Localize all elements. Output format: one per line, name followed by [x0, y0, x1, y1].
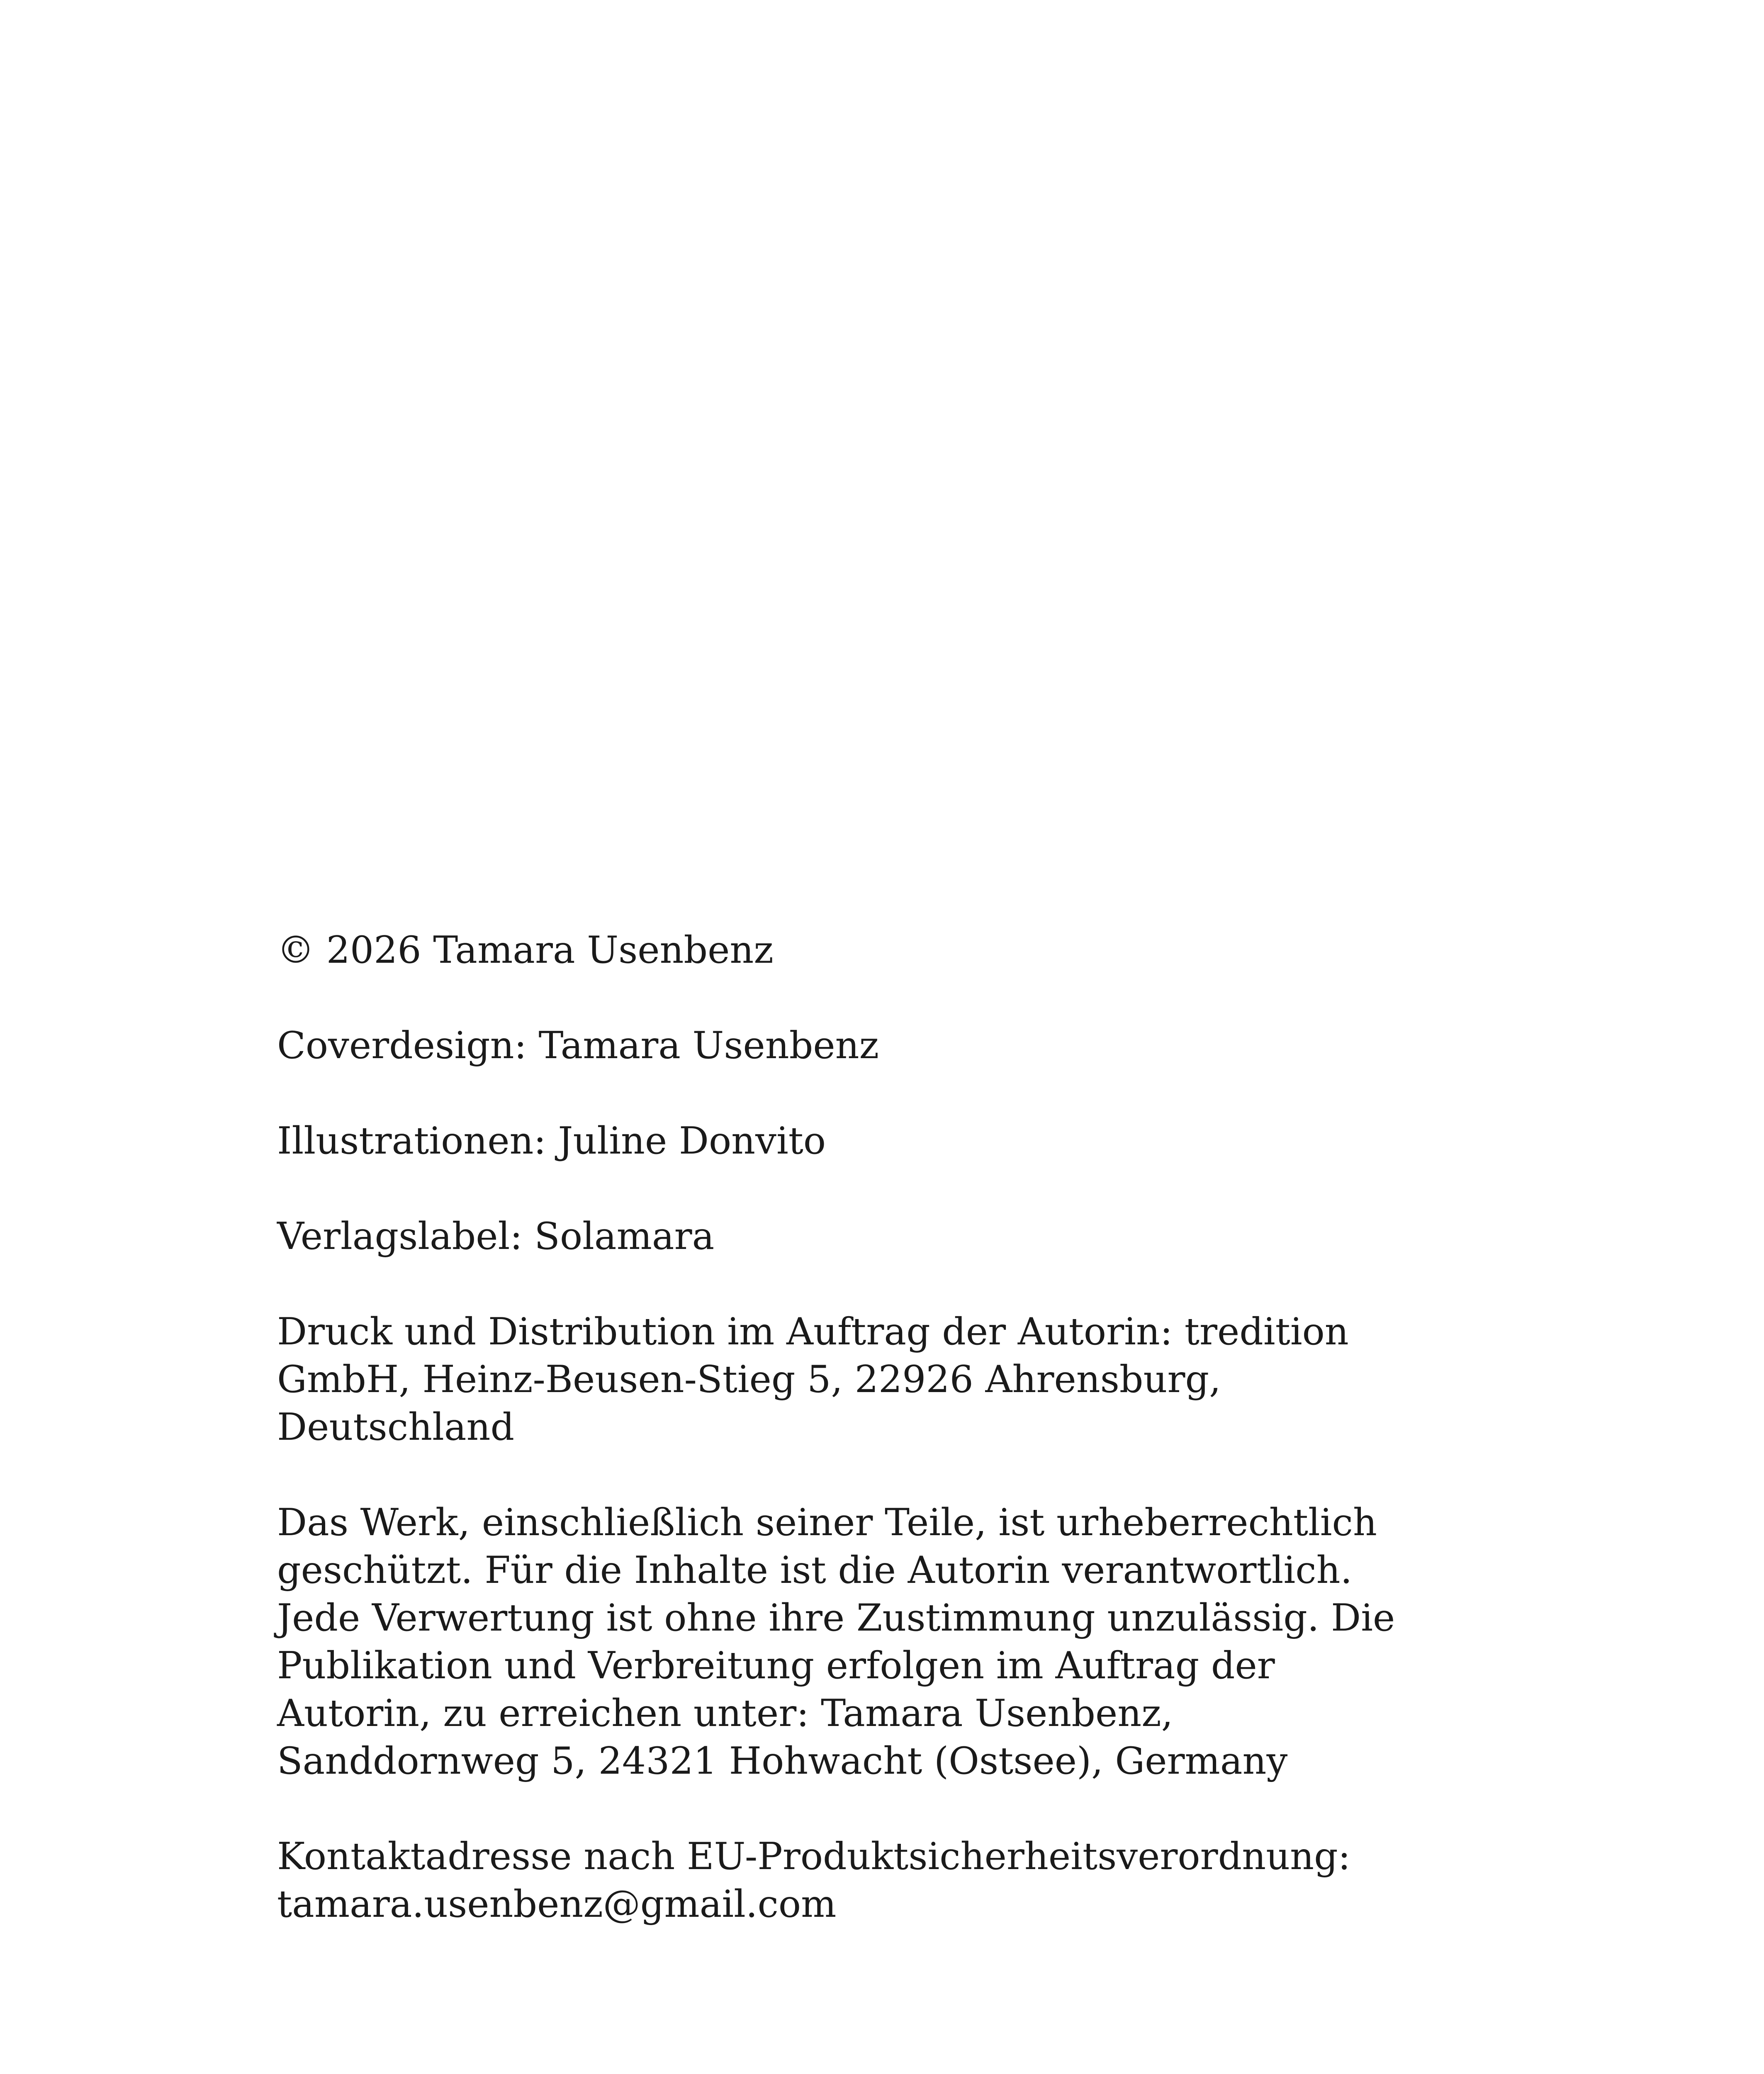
- rights-line: Das Werk, einschließlich seiner Teile, ist urheberrechtlich: [277, 1501, 1377, 1544]
- rights-line: Sanddornweg 5, 24321 Hohwacht (Ostsee), Germany: [277, 1739, 1288, 1783]
- copyright-line: © 2026 Tamara Usenbenz: [277, 928, 774, 972]
- contact-notice: [277, 1833, 1418, 1928]
- printing-line: Druck und Distribution im Auftrag der Autorin: tredition: [277, 1310, 1349, 1353]
- rights-line: geschützt. Für die Inhalte ist die Autorin verantwortlich.: [277, 1548, 1353, 1592]
- contact-label: Kontaktadresse nach EU-Produktsicherheitsverordnung:: [277, 1835, 1351, 1878]
- printing-line: Deutschland: [277, 1405, 515, 1449]
- printing-distribution-notice: [277, 1308, 1418, 1451]
- rights-line: Autorin, zu erreichen unter: Tamara Usenbenz,: [277, 1692, 1173, 1735]
- illustrations-credit: Illustrationen: Juline Donvito: [277, 1119, 826, 1163]
- rights-line: Jede Verwertung ist ohne ihre Zustimmung unzulässig. Die: [277, 1596, 1395, 1640]
- cover-design-credit: Coverdesign: Tamara Usenbenz: [277, 1024, 879, 1067]
- contact-email: tamara.usenbenz@gmail.com: [277, 1882, 837, 1926]
- rights-notice: [277, 1499, 1418, 1785]
- rights-line: Publikation und Verbreitung erfolgen im Auftrag der: [277, 1644, 1275, 1687]
- printing-line: GmbH, Heinz-Beusen-Stieg 5, 22926 Ahrensburg,: [277, 1358, 1221, 1401]
- publisher-label: Verlagslabel: Solamara: [277, 1215, 715, 1258]
- imprint-block: [277, 926, 1418, 1928]
